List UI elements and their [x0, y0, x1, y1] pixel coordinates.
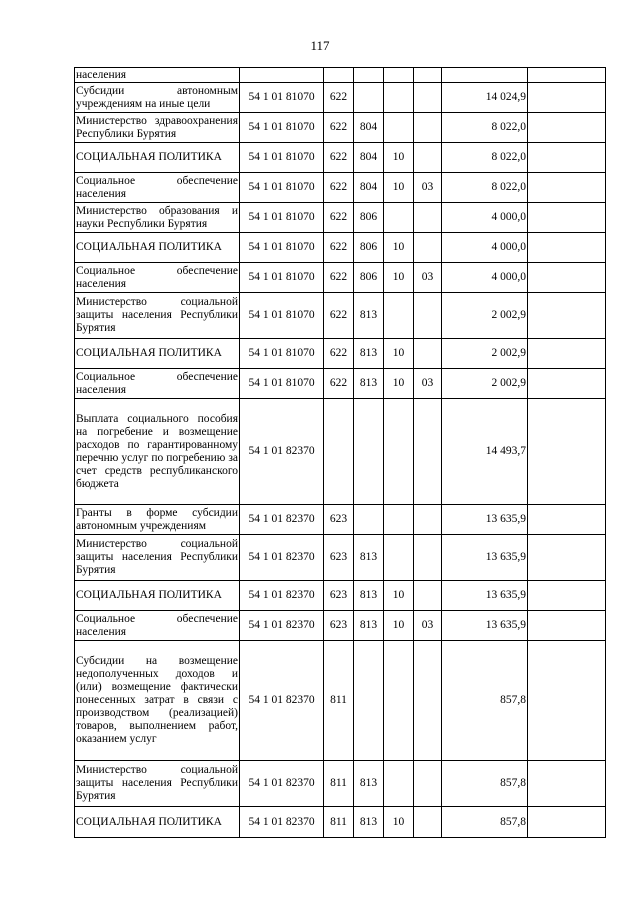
row-expense-type: 622	[324, 233, 354, 263]
row-amount: 4 000,0	[442, 233, 528, 263]
row-subsection	[414, 581, 442, 611]
row-name: СОЦИАЛЬНАЯ ПОЛИТИКА	[75, 807, 240, 838]
row-section: 10	[384, 611, 414, 641]
row-target-code: 54 1 01 81070	[240, 83, 324, 113]
table-row	[75, 143, 606, 173]
row-amount: 4 000,0	[442, 263, 528, 293]
row-extra	[528, 505, 606, 535]
row-name: СОЦИАЛЬНАЯ ПОЛИТИКА	[75, 339, 240, 369]
row-name: СОЦИАЛЬНАЯ ПОЛИТИКА	[75, 581, 240, 611]
row-expense-type: 622	[324, 263, 354, 293]
row-extra	[528, 761, 606, 807]
row-expense-type: 811	[324, 761, 354, 807]
table-row	[75, 581, 606, 611]
row-target-code	[240, 68, 324, 83]
table-row	[75, 263, 606, 293]
row-target-code: 54 1 01 82370	[240, 611, 324, 641]
row-expense-type	[324, 68, 354, 83]
row-extra	[528, 113, 606, 143]
row-name: СОЦИАЛЬНАЯ ПОЛИТИКА	[75, 233, 240, 263]
row-section	[384, 113, 414, 143]
row-subsection	[414, 203, 442, 233]
row-target-code: 54 1 01 81070	[240, 369, 324, 399]
row-amount: 857,8	[442, 641, 528, 761]
table-row	[75, 505, 606, 535]
row-expense-type: 811	[324, 807, 354, 838]
row-subsection	[414, 293, 442, 339]
table-row	[75, 203, 606, 233]
row-target-code: 54 1 01 82370	[240, 535, 324, 581]
row-subsection: 03	[414, 611, 442, 641]
row-subsection	[414, 807, 442, 838]
row-name: Социальное обеспечение населения	[75, 173, 240, 203]
row-subsection	[414, 535, 442, 581]
row-subsection	[414, 505, 442, 535]
row-expense-type: 622	[324, 369, 354, 399]
row-name: Субсидии автономным учреждениям на иные цели	[75, 83, 240, 113]
row-extra	[528, 535, 606, 581]
row-amount: 13 635,9	[442, 535, 528, 581]
row-grbs: 813	[354, 369, 384, 399]
row-expense-type: 623	[324, 535, 354, 581]
row-amount: 13 635,9	[442, 611, 528, 641]
row-target-code: 54 1 01 82370	[240, 807, 324, 838]
row-grbs: 804	[354, 143, 384, 173]
row-expense-type: 622	[324, 293, 354, 339]
row-subsection	[414, 339, 442, 369]
row-subsection	[414, 399, 442, 505]
row-grbs: 813	[354, 581, 384, 611]
row-extra	[528, 143, 606, 173]
row-amount: 4 000,0	[442, 203, 528, 233]
row-extra	[528, 203, 606, 233]
row-amount: 8 022,0	[442, 143, 528, 173]
row-expense-type: 623	[324, 581, 354, 611]
row-target-code: 54 1 01 81070	[240, 203, 324, 233]
row-expense-type: 622	[324, 203, 354, 233]
row-amount: 857,8	[442, 807, 528, 838]
row-section	[384, 535, 414, 581]
row-amount	[442, 68, 528, 83]
row-amount: 2 002,9	[442, 369, 528, 399]
row-name: Гранты в форме субсидии автономным учреждениям	[75, 505, 240, 535]
row-target-code: 54 1 01 81070	[240, 233, 324, 263]
row-extra	[528, 807, 606, 838]
row-extra	[528, 83, 606, 113]
row-target-code: 54 1 01 81070	[240, 263, 324, 293]
row-amount: 2 002,9	[442, 293, 528, 339]
row-grbs: 813	[354, 535, 384, 581]
table-row	[75, 611, 606, 641]
row-grbs: 813	[354, 339, 384, 369]
row-extra	[528, 233, 606, 263]
row-subsection	[414, 68, 442, 83]
row-name: Министерство здравоохранения Республики Бурятия	[75, 113, 240, 143]
row-grbs: 813	[354, 293, 384, 339]
row-grbs: 806	[354, 203, 384, 233]
row-subsection: 03	[414, 369, 442, 399]
table-row	[75, 68, 606, 83]
row-name: Министерство социальной защиты населения Республики Бурятия	[75, 761, 240, 807]
row-grbs	[354, 505, 384, 535]
row-section	[384, 505, 414, 535]
row-section: 10	[384, 233, 414, 263]
row-extra	[528, 293, 606, 339]
row-name: Социальное обеспечение населения	[75, 611, 240, 641]
row-grbs	[354, 83, 384, 113]
row-section: 10	[384, 807, 414, 838]
row-amount: 857,8	[442, 761, 528, 807]
row-subsection	[414, 83, 442, 113]
row-target-code: 54 1 01 82370	[240, 641, 324, 761]
row-expense-type: 622	[324, 339, 354, 369]
row-expense-type: 623	[324, 505, 354, 535]
row-grbs: 813	[354, 807, 384, 838]
row-amount: 13 635,9	[442, 505, 528, 535]
row-amount: 8 022,0	[442, 113, 528, 143]
row-subsection	[414, 233, 442, 263]
row-section: 10	[384, 581, 414, 611]
row-grbs	[354, 399, 384, 505]
row-target-code: 54 1 01 81070	[240, 143, 324, 173]
row-subsection	[414, 143, 442, 173]
row-section	[384, 399, 414, 505]
row-section	[384, 641, 414, 761]
row-expense-type: 622	[324, 173, 354, 203]
row-grbs: 804	[354, 173, 384, 203]
row-name: Социальное обеспечение населения	[75, 263, 240, 293]
row-extra	[528, 339, 606, 369]
row-target-code: 54 1 01 81070	[240, 113, 324, 143]
row-name: Министерство образования и науки Республики Бурятия	[75, 203, 240, 233]
row-extra	[528, 68, 606, 83]
row-section	[384, 68, 414, 83]
table-row	[75, 173, 606, 203]
row-section: 10	[384, 339, 414, 369]
table-row	[75, 399, 606, 505]
row-section	[384, 761, 414, 807]
row-grbs: 806	[354, 233, 384, 263]
row-expense-type: 622	[324, 113, 354, 143]
row-grbs: 806	[354, 263, 384, 293]
table-row	[75, 807, 606, 838]
row-extra	[528, 369, 606, 399]
row-amount: 14 493,7	[442, 399, 528, 505]
row-section: 10	[384, 263, 414, 293]
row-expense-type: 811	[324, 641, 354, 761]
row-section: 10	[384, 143, 414, 173]
table-row	[75, 339, 606, 369]
row-expense-type: 622	[324, 83, 354, 113]
row-name: Министерство социальной защиты населения Республики Бурятия	[75, 293, 240, 339]
row-target-code: 54 1 01 82370	[240, 399, 324, 505]
row-amount: 13 635,9	[442, 581, 528, 611]
row-target-code: 54 1 01 82370	[240, 581, 324, 611]
row-target-code: 54 1 01 82370	[240, 761, 324, 807]
row-name: Министерство социальной защиты населения Республики Бурятия	[75, 535, 240, 581]
row-section: 10	[384, 173, 414, 203]
row-section	[384, 293, 414, 339]
row-grbs	[354, 68, 384, 83]
row-extra	[528, 263, 606, 293]
budget-table	[74, 67, 606, 838]
row-amount: 2 002,9	[442, 339, 528, 369]
row-subsection	[414, 761, 442, 807]
row-target-code: 54 1 01 82370	[240, 505, 324, 535]
table-row	[75, 641, 606, 761]
row-grbs: 813	[354, 611, 384, 641]
row-section	[384, 83, 414, 113]
row-expense-type: 622	[324, 143, 354, 173]
page-number: 117	[310, 38, 330, 53]
row-extra	[528, 173, 606, 203]
table-row	[75, 113, 606, 143]
table-row	[75, 83, 606, 113]
row-amount: 8 022,0	[442, 173, 528, 203]
row-subsection: 03	[414, 173, 442, 203]
row-extra	[528, 641, 606, 761]
row-subsection	[414, 113, 442, 143]
row-section	[384, 203, 414, 233]
row-extra	[528, 399, 606, 505]
row-subsection	[414, 641, 442, 761]
row-grbs	[354, 641, 384, 761]
row-name: Социальное обеспечение населения	[75, 369, 240, 399]
row-expense-type: 623	[324, 611, 354, 641]
table-row	[75, 233, 606, 263]
row-subsection: 03	[414, 263, 442, 293]
row-name: населения	[75, 68, 240, 83]
table-row	[75, 761, 606, 807]
row-name: Субсидии на возмещение недополученных доходов и (или) возмещение фактически понесенных затрат в связи с производством (реализацией) товаров, выполнением работ, оказанием услуг	[75, 641, 240, 761]
table-row	[75, 535, 606, 581]
row-extra	[528, 581, 606, 611]
row-extra	[528, 611, 606, 641]
row-amount: 14 024,9	[442, 83, 528, 113]
row-target-code: 54 1 01 81070	[240, 339, 324, 369]
row-section: 10	[384, 369, 414, 399]
row-expense-type	[324, 399, 354, 505]
table-row	[75, 369, 606, 399]
row-name: СОЦИАЛЬНАЯ ПОЛИТИКА	[75, 143, 240, 173]
row-target-code: 54 1 01 81070	[240, 293, 324, 339]
row-grbs: 804	[354, 113, 384, 143]
row-target-code: 54 1 01 81070	[240, 173, 324, 203]
table-row	[75, 293, 606, 339]
row-name: Выплата социального пособия на погребение и возмещение расходов по гарантированному перечню услуг по погребению за счет средств республиканского бюджета	[75, 399, 240, 505]
row-grbs: 813	[354, 761, 384, 807]
